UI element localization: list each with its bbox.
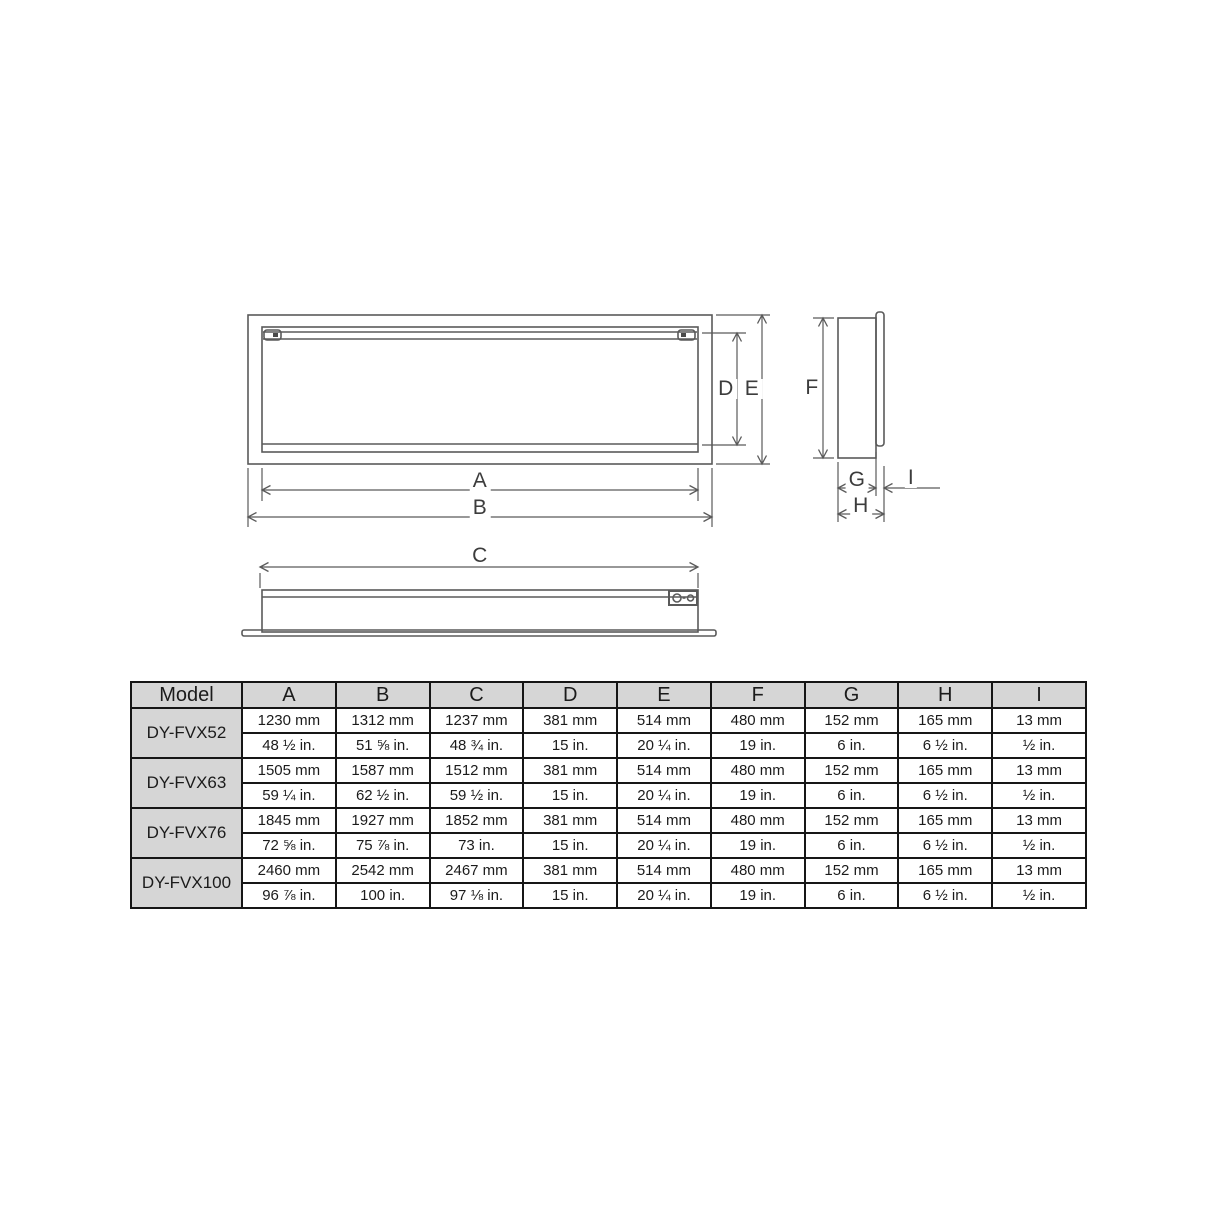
table-cell: 1927 mm <box>336 808 430 833</box>
table-cell: 480 mm <box>711 808 805 833</box>
base-plate <box>242 630 716 636</box>
table-cell: 514 mm <box>617 858 711 883</box>
table-row <box>131 758 1086 783</box>
table-cell: 152 mm <box>805 708 899 733</box>
table-cell: 6 ½ in. <box>898 833 992 858</box>
table-cell: 96 ⅞ in. <box>242 883 336 908</box>
table-cell: 51 ⅝ in. <box>336 733 430 758</box>
column-header-f: F <box>711 682 805 708</box>
dim-label-b: B <box>470 498 491 518</box>
table-cell: 6 in. <box>805 783 899 808</box>
table-cell: 165 mm <box>898 708 992 733</box>
model-cell: DY-FVX63 <box>131 758 242 808</box>
top-view-drawing <box>242 590 716 636</box>
model-cell: DY-FVX52 <box>131 708 242 758</box>
table-cell: 59 ½ in. <box>430 783 524 808</box>
table-cell: 75 ⅞ in. <box>336 833 430 858</box>
table-cell: 381 mm <box>523 858 617 883</box>
side-view-drawing <box>838 312 884 458</box>
table-cell: 13 mm <box>992 808 1086 833</box>
table-cell: 20 ¼ in. <box>617 833 711 858</box>
table-cell: ½ in. <box>992 883 1086 908</box>
table-cell: 165 mm <box>898 858 992 883</box>
table-cell: ½ in. <box>992 833 1086 858</box>
table-row <box>131 708 1086 733</box>
table-cell: 165 mm <box>898 808 992 833</box>
table-cell: 165 mm <box>898 758 992 783</box>
table-cell: 152 mm <box>805 758 899 783</box>
table-cell: 13 mm <box>992 758 1086 783</box>
table-cell: 15 in. <box>523 733 617 758</box>
table-cell: 48 ¾ in. <box>430 733 524 758</box>
table-cell: 1852 mm <box>430 808 524 833</box>
table-cell: 73 in. <box>430 833 524 858</box>
column-header-b: B <box>336 682 430 708</box>
table-cell: 152 mm <box>805 808 899 833</box>
table-row <box>131 808 1086 833</box>
table-cell: 381 mm <box>523 758 617 783</box>
model-cell: DY-FVX76 <box>131 808 242 858</box>
column-header-e: E <box>617 682 711 708</box>
column-header-a: A <box>242 682 336 708</box>
table-cell: 19 in. <box>711 883 805 908</box>
table-cell: 1587 mm <box>336 758 430 783</box>
table-cell: 6 in. <box>805 833 899 858</box>
table-cell: 13 mm <box>992 858 1086 883</box>
table-cell: 2542 mm <box>336 858 430 883</box>
dim-label-d: D <box>715 379 737 399</box>
table-cell: 48 ½ in. <box>242 733 336 758</box>
table-cell: 480 mm <box>711 858 805 883</box>
column-header-c: C <box>430 682 524 708</box>
table-cell: 1312 mm <box>336 708 430 733</box>
table-cell: 15 in. <box>523 833 617 858</box>
table-cell: 1512 mm <box>430 758 524 783</box>
table-cell: 480 mm <box>711 758 805 783</box>
table-cell: 480 mm <box>711 708 805 733</box>
table-header-row <box>131 682 1086 708</box>
table-cell: 72 ⅝ in. <box>242 833 336 858</box>
table-cell: 19 in. <box>711 833 805 858</box>
column-header-i: I <box>992 682 1086 708</box>
dim-label-e: E <box>742 379 763 399</box>
table-cell: 381 mm <box>523 708 617 733</box>
table-cell: 6 in. <box>805 733 899 758</box>
table-cell: 6 ½ in. <box>898 733 992 758</box>
table-row <box>131 883 1086 908</box>
table-cell: 2467 mm <box>430 858 524 883</box>
table-cell: 62 ½ in. <box>336 783 430 808</box>
table-cell: 381 mm <box>523 808 617 833</box>
table-cell: 100 in. <box>336 883 430 908</box>
table-cell: 20 ¼ in. <box>617 733 711 758</box>
table-cell: 6 ½ in. <box>898 883 992 908</box>
table-cell: 2460 mm <box>242 858 336 883</box>
table-cell: 6 ½ in. <box>898 783 992 808</box>
column-header-d: D <box>523 682 617 708</box>
table-cell: 13 mm <box>992 708 1086 733</box>
table-cell: 20 ¼ in. <box>617 883 711 908</box>
table-row <box>131 733 1086 758</box>
table-cell: ½ in. <box>992 783 1086 808</box>
table-cell: ½ in. <box>992 733 1086 758</box>
column-header-g: G <box>805 682 899 708</box>
table-cell: 15 in. <box>523 883 617 908</box>
dim-label-i: I <box>905 468 917 488</box>
table-cell: 1230 mm <box>242 708 336 733</box>
table-cell: 514 mm <box>617 708 711 733</box>
table-cell: 20 ¼ in. <box>617 783 711 808</box>
model-cell: DY-FVX100 <box>131 858 242 908</box>
table-cell: 1237 mm <box>430 708 524 733</box>
dim-label-a: A <box>470 471 491 491</box>
dim-lines-c <box>260 567 698 588</box>
dim-label-g: G <box>846 470 869 490</box>
table-row <box>131 783 1086 808</box>
table-cell: 97 ⅛ in. <box>430 883 524 908</box>
table-row <box>131 858 1086 883</box>
column-header-h: H <box>898 682 992 708</box>
table-cell: 19 in. <box>711 783 805 808</box>
dim-label-f: F <box>802 378 821 398</box>
column-header-model: Model <box>131 682 242 708</box>
table-cell: 15 in. <box>523 783 617 808</box>
table-cell: 514 mm <box>617 808 711 833</box>
table-cell: 1845 mm <box>242 808 336 833</box>
table-cell: 19 in. <box>711 733 805 758</box>
dim-label-c: C <box>469 546 491 566</box>
dimensions-table <box>130 681 1087 909</box>
table-cell: 59 ¼ in. <box>242 783 336 808</box>
glass-flange <box>876 312 884 446</box>
dim-label-h: H <box>850 496 872 516</box>
table-cell: 1505 mm <box>242 758 336 783</box>
table-cell: 514 mm <box>617 758 711 783</box>
table-row <box>131 833 1086 858</box>
table-cell: 152 mm <box>805 858 899 883</box>
front-view-drawing <box>248 315 712 464</box>
table-cell: 6 in. <box>805 883 899 908</box>
